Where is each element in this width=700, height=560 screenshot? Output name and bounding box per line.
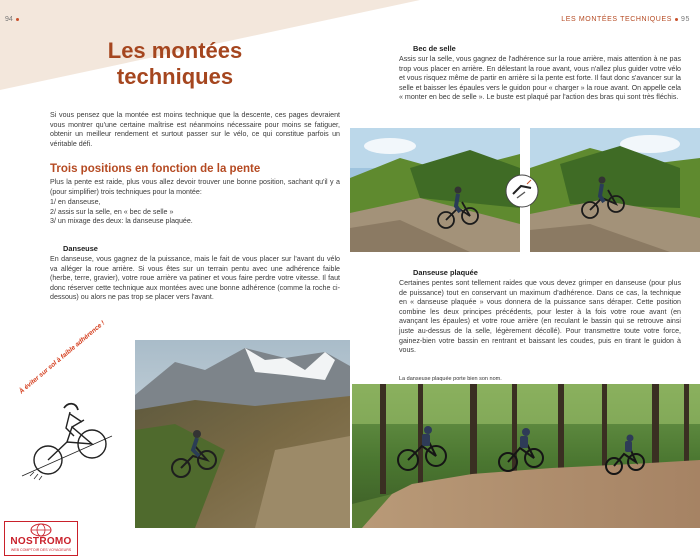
title-line-2: techniques — [116, 64, 234, 89]
bec-heading: Bec de selle — [413, 44, 456, 53]
danseuse-heading: Danseuse — [63, 244, 98, 253]
page-title — [85, 38, 265, 90]
bec-photo-right — [530, 128, 700, 252]
list-item: 1/ en danseuse, — [50, 198, 101, 206]
danseuse-paragraph: En danseuse, vous gagnez de la puissance, mais le fait de vous placer sur l'avant du vélo va alléger la roue arrière. Si vous êtes sur un terrain pentu avec une adhérence faible (herbe, terre, gravier), votre roue arrière va patiner et vous faire perdre votre vitesse. Il faut donc réserver cette technique aux montées avec une bonne adhérence (comme la roche ci-dessous) ou alors ne pas trop se placer vers l'avant. — [50, 255, 340, 302]
list-item: 3/ un mixage des deux: la danseuse plaquée. — [50, 217, 193, 226]
bec-photo-left — [350, 128, 520, 252]
logo-tagline: WEB COMPTOIR DES VOYAGEURS — [10, 548, 72, 552]
section-intro: Plus la pente est raide, plus vous allez devoir trouver une bonne position, sachant qu'il y a (pour simplifier) trois techniques pour la montée: — [50, 178, 340, 196]
forest-photo-caption: La danseuse plaquée porte bien son nom. — [399, 376, 502, 382]
list-item: 2/ assis sur la selle, en « bec de selle » — [50, 207, 174, 216]
logo-wordmark: NOSTROMO — [10, 536, 72, 547]
saddle-detail-inset — [505, 174, 539, 208]
title-line-1: Les montées — [107, 38, 243, 63]
technique-list — [50, 198, 340, 227]
rock-climb-photo — [135, 340, 350, 528]
section-heading: Trois positions en fonction de la pente — [50, 163, 261, 175]
running-head: LES MONTÉES TECHNIQUES 95 — [561, 16, 690, 23]
intro-paragraph: Si vous pensez que la montée est moins technique que la descente, ces pages devraient vous montrer qu'une certaine maîtrise est néanmoins nécessaire pour moins se fatiguer, obtenir un meilleur rendement et surtout passer sur le vélo, ce qui constitue parfois un véritable défi. — [50, 111, 340, 148]
nostromo-logo — [4, 521, 78, 556]
globe-icon — [29, 523, 53, 537]
right-page-number: 95 — [681, 16, 690, 23]
sketch-caption: À éviter sur sol à faible adhérence ! — [18, 319, 107, 396]
plaquee-paragraph: Certaines pentes sont tellement raides que vous devez grimper en danseuse (pour plus de puissance) tout en conservant un maximum d'adhérence. Dans ce cas, la technique en « danseuse plaquée » vous donnera de la puissance sans déraper. Cette position combine les deux principes précédents, pour lester à la fois votre roue avant (en avançant les épaules) et votre roue arrière (en reculant le bassin qui se retrouve ainsi juste au-dessus de la selle, légèrement décollé). Pour transmettre toute votre force, gainez-bien votre bassin en rentrant et baissant les coudes, puis en tirant le guidon à vous. — [399, 279, 681, 355]
left-page-number: 94 — [5, 16, 22, 23]
bec-paragraph: Assis sur la selle, vous gagnez de l'adhérence sur la roue arrière, mais attention à ne pas trop vous placer en arrière. En délestant la roue avant, vous n'allez plus guider votre vélo et vous risquez même de partir en arrière si la pente est forte. Il faut donc s'avancer sur la selle et baisser les épaules vers le guidon pour « charger » la roue avant. On appelle cela « monter en bec de selle ». Le buste est plaqué par l'action des bras qui sont très fléchis. — [399, 55, 681, 102]
forest-sequence-photo — [352, 384, 700, 528]
plaquee-heading: Danseuse plaquée — [413, 268, 478, 277]
